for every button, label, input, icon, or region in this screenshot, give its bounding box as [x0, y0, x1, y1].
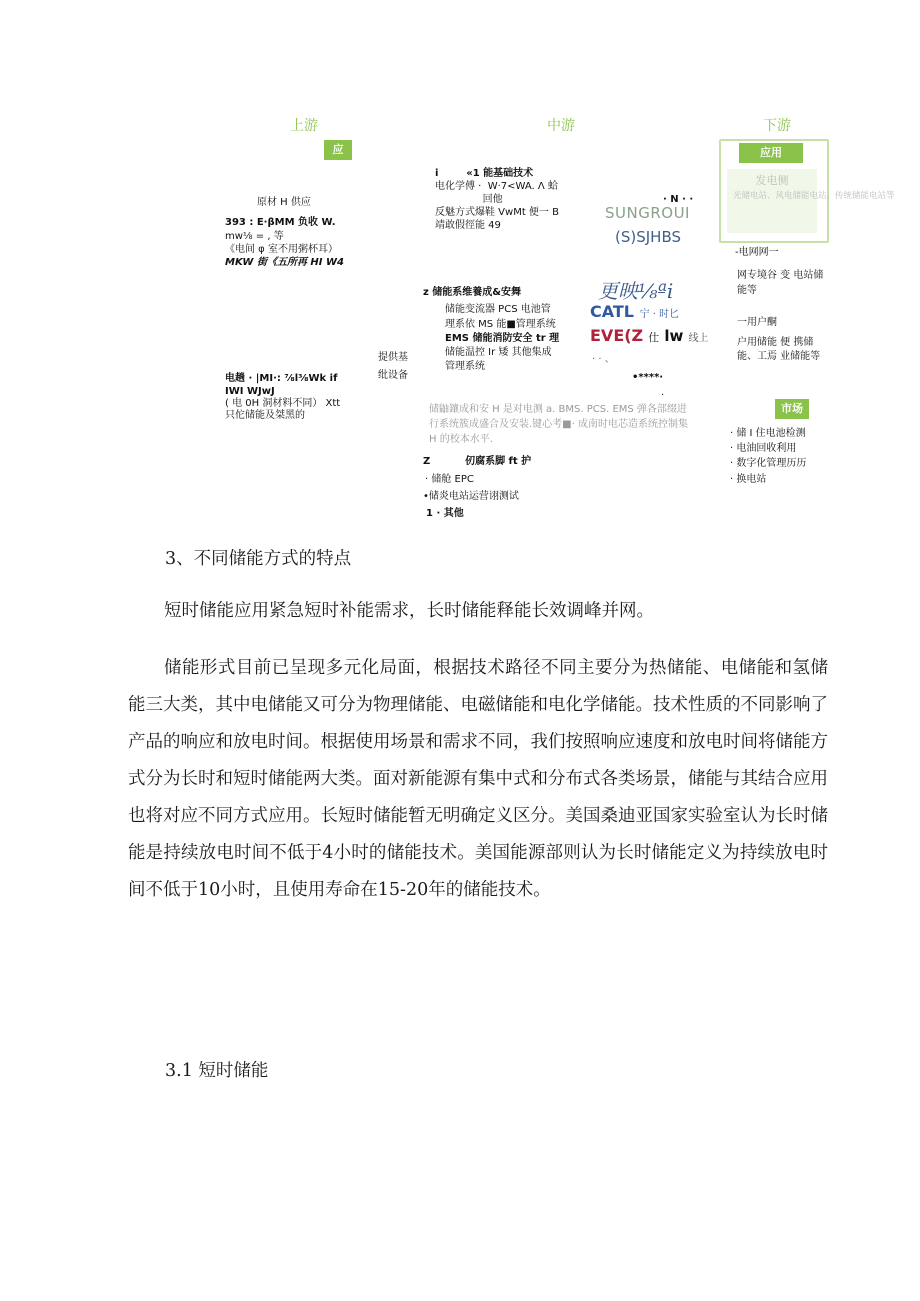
integration-line-4: 储能温控 Ir 矮 其他集成 — [445, 347, 552, 358]
paragraph-2: 储能形式目前已呈现多元化局面，根据技术路径不同主要分为热储能、电储能和氢储能三大类，其中电储能又可分为物理储能、电磁储能和电化学储能。技术性质的不同影响了产品的响应和放电时间。根据使用场景和需求不同，我们按照响应速度和放电时间将储能方式分为长时和短时储能两大类。面对新能源有集中式和分布式各类场景，储能与其结合应用也将对应不同方式应用。长短时储能暂无明确定义区分。美国桑迪亚国家实验室认为长时储能是持续放电时间不低于4小时的储能技术。美国能源部则认为长时储能定义为持续放电时间不低于10小时，且使用寿命在15-20年的储能技术。 — [128, 658, 828, 900]
integration-line-5: 管理系统 — [445, 361, 485, 372]
sungrow-logo: SUNGROUI — [605, 204, 690, 222]
eve-logo — [590, 326, 708, 345]
grid-side-line-2: 能等 — [737, 285, 757, 296]
power-gen-text: 光储电站、风电储能电站、传统储能电站等 — [733, 191, 895, 201]
integration-line-2: 理系依 MS 能■管理系统 — [445, 319, 556, 330]
cell-line-2: IWI WJwJ — [225, 386, 275, 397]
tech-line-2: 电化学傅 · W·7<WA. Λ 蛤 — [435, 181, 558, 192]
integration-note: 储鼬鑲成和安 H 是对电测 a. BMS. PCS. EMS 弹各部缀进行系统簇成盛合及安装.键心考■· 成南时电芯造系统控制集 H 的校本水平. — [429, 404, 688, 445]
catl-cn: 宁 · 时匕 — [639, 309, 680, 320]
supply-label-1: 提供基 — [378, 352, 408, 363]
user-side-title: 一用户酮 — [737, 317, 777, 328]
tech-line-3: 回他 — [435, 194, 503, 205]
sjhbs-logo: (S)SJHBS — [615, 228, 681, 246]
paragraph-1: 短时储能应用紧急短时补能需求，长时储能释能长效调峰并网。 — [164, 601, 654, 621]
raw-material-line-4: MKW 街《五所再 HI W4 — [225, 257, 344, 268]
service-title: Z 仞腐系脚 ft 护 — [423, 456, 532, 467]
market-item: · 电油回收利用 — [730, 443, 797, 454]
cell-line-1: 电趟 · |MI·: ⅞l⅜Wk if — [225, 373, 338, 384]
brand-dots-2: · · 、 — [592, 354, 615, 365]
raw-material-title: 原材 H 供应 — [257, 197, 311, 208]
downstream-tab: 应用 — [739, 143, 803, 163]
integration-line-1: 储能变流器 PCS 电池管 — [445, 304, 551, 315]
upstream-tab: 应 — [324, 140, 352, 160]
eve-lw: lw — [664, 327, 684, 345]
market-item: · 储 I 住电池检测 — [730, 428, 806, 439]
tech-line-1: i «1 能基础技术 — [435, 168, 534, 179]
integration-title: z 储能系维養成&安舞 — [423, 287, 522, 298]
grid-side-line-1: 网专境谷 变 电站储 — [737, 270, 824, 281]
midstream-header: 中游 — [547, 118, 575, 134]
integration-line-3: EMS 储能消防安全 tr 理 — [445, 333, 560, 344]
brand-stars: •****· — [632, 372, 664, 383]
raw-material-line-1: 393 : E·βMM 负收 W. — [225, 217, 336, 228]
raw-material-line-3: 《电间 φ 室不用粥杯耳） — [225, 244, 338, 255]
power-gen-card — [727, 169, 895, 233]
eve-tail: 线上 — [688, 333, 709, 344]
eve-cn: 仕 — [648, 331, 660, 344]
market-tab: 市场 — [775, 399, 809, 419]
script-logo: 更映⅛ªi — [598, 279, 674, 303]
user-side-line-2: 能、工焉 业储能等 — [737, 351, 821, 362]
catl-logo — [590, 302, 679, 321]
eve-text: EVE(Z — [590, 326, 644, 345]
downstream-card — [719, 139, 895, 243]
power-gen-title: 发电侧 — [755, 174, 789, 187]
tech-line-5: 靖敢假徑能 49 — [435, 220, 501, 231]
upstream-header: 上游 — [290, 118, 318, 134]
downstream-header: 下游 — [763, 118, 791, 134]
catl-text: CATL — [590, 302, 634, 321]
service-line-3: 1 · 其他 — [426, 508, 464, 519]
raw-material-line-2: mw⅛ = , 等 — [225, 231, 284, 242]
supply-label-2: 纰设备 — [378, 370, 408, 381]
section-heading-3: 3、不同储能方式的特点 — [165, 549, 352, 569]
market-item: · 数字化管理历历 — [730, 458, 807, 469]
service-line-1: · 储舱 EPC — [425, 474, 474, 485]
user-side-line-1: 户用储能 便 携储 — [737, 337, 814, 348]
brand-tick: · — [661, 390, 665, 401]
tech-line-4: 反魅方式爆鞋 VwMt 便一 B — [435, 207, 559, 218]
grid-side-title: -电网网一 — [735, 247, 779, 258]
cell-line-3: ( 电 0H 洞材料不同） Xtt — [225, 398, 341, 409]
service-line-2: •储炎电站运营诩测试 — [423, 491, 519, 502]
section-heading-3-1: 3.1 短时储能 — [165, 1061, 269, 1081]
cell-line-4: 只佗储能及桀黑的 — [225, 410, 305, 421]
brand-dots-1: · N · · — [663, 194, 694, 205]
market-list — [730, 426, 830, 483]
market-item: · 换电站 — [730, 474, 767, 483]
